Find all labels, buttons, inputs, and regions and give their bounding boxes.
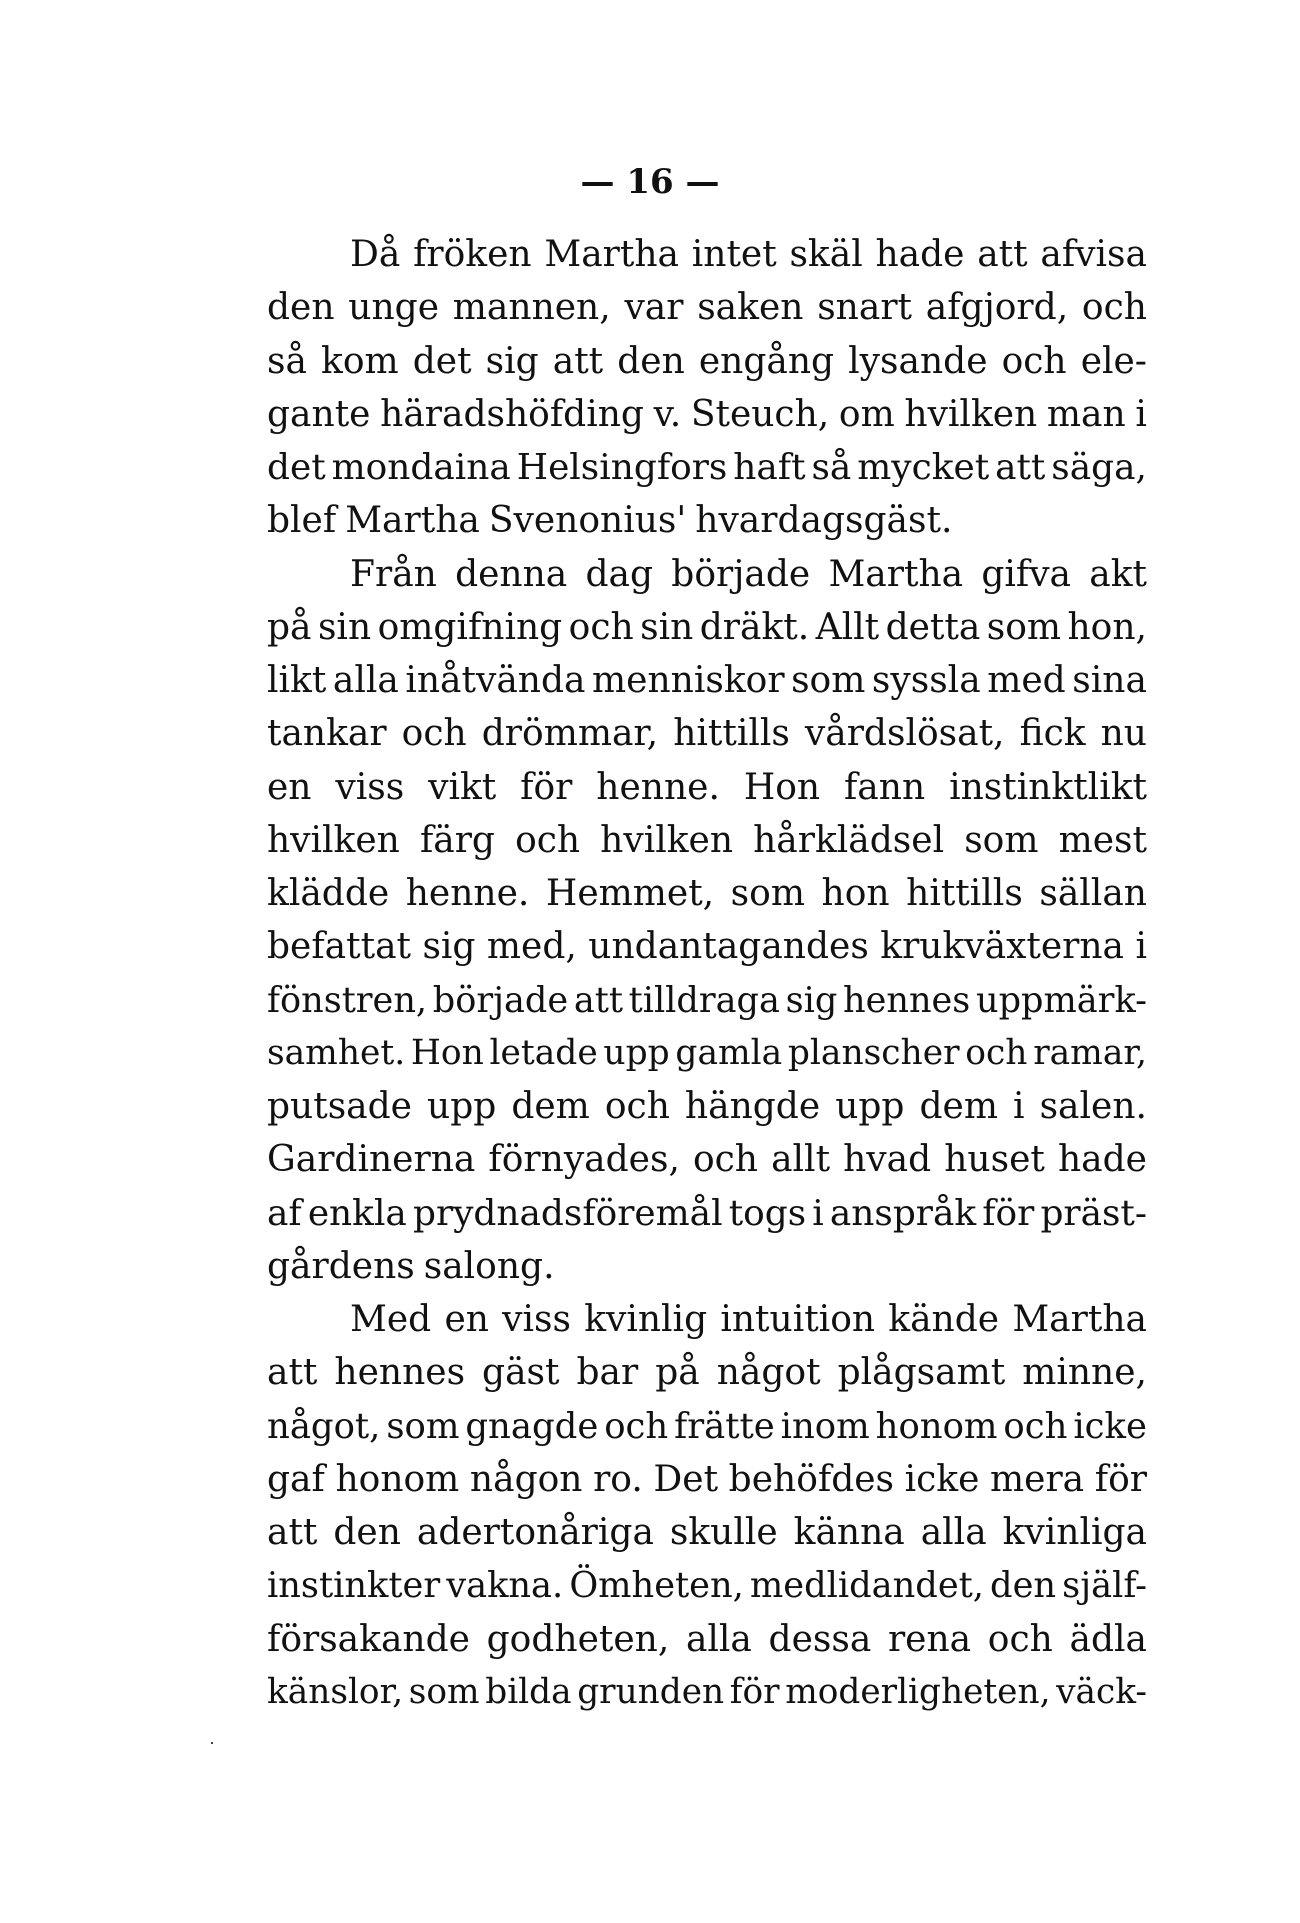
text-line: gårdens salong.: [267, 1245, 555, 1287]
text-line: instinkter vakna. Ömheten, medlidandet, den själf-: [267, 1565, 1147, 1607]
body-text: [267, 228, 1147, 1719]
text-line: känslor, som bilda grunden för moderligheten, väck-: [267, 1671, 1147, 1712]
text-line: putsade upp dem och hängde upp dem i salen.: [267, 1086, 1147, 1127]
text-line: likt alla inåtvända menniskor som syssla med sina: [267, 660, 1147, 701]
page-number: — 16 —: [580, 162, 720, 202]
text-line: fönstren, började att tilldraga sig hennes uppmärk-: [267, 979, 1147, 1021]
text-line: tankar och drömmar, hittills vårdslösat, fick nu: [267, 713, 1147, 755]
text-line: Från denna dag började Martha gifva akt: [350, 553, 1147, 595]
text-line: hvilken färg och hvilken hårklädsel som mest: [267, 819, 1147, 861]
text-line: klädde henne. Hemmet, som hon hittills sällan: [267, 873, 1147, 914]
text-line: något, som gnagde och frätte inom honom och icke: [267, 1405, 1147, 1447]
text-line: af enkla prydnadsföremål togs i anspråk för präst-: [267, 1192, 1147, 1234]
text-line: Då fröken Martha intet skäl hade att afvisa: [350, 234, 1147, 275]
text-line: gaf honom någon ro. Det behöfdes icke mera för: [267, 1458, 1147, 1500]
text-line: Med en viss kvinlig intuition kände Martha: [350, 1299, 1147, 1340]
text-line: den unge mannen, var saken snart afgjord, och: [267, 287, 1147, 329]
text-line: befattat sig med, undantagandes krukväxterna i: [267, 926, 1147, 968]
text-line: blef Martha Svenonius' hvardagsgäst.: [267, 500, 953, 542]
text-line: försakande godheten, alla dessa rena och ädla: [267, 1618, 1147, 1660]
text-line: att den adertonåriga skulle känna alla kvinliga: [267, 1512, 1147, 1553]
print-speck: [211, 1742, 213, 1744]
text-line: det mondaina Helsingfors haft så mycket att säga,: [267, 447, 1147, 488]
text-line: att hennes gäst bar på något plågsamt minne,: [267, 1352, 1147, 1394]
text-line: gante häradshöfding v. Steuch, om hvilken man i: [267, 393, 1147, 435]
text-line: så kom det sig att den engång lysande och ele-: [267, 340, 1147, 382]
text-line: en viss vikt för henne. Hon fann instinktlikt: [267, 766, 1147, 808]
text-line: samhet. Hon letade upp gamla planscher och ramar,: [267, 1032, 1147, 1073]
text-line: på sin omgifning och sin dräkt. Allt detta som hon,: [267, 606, 1147, 648]
text-line: Gardinerna förnyades, och allt hvad huset hade: [267, 1139, 1147, 1181]
